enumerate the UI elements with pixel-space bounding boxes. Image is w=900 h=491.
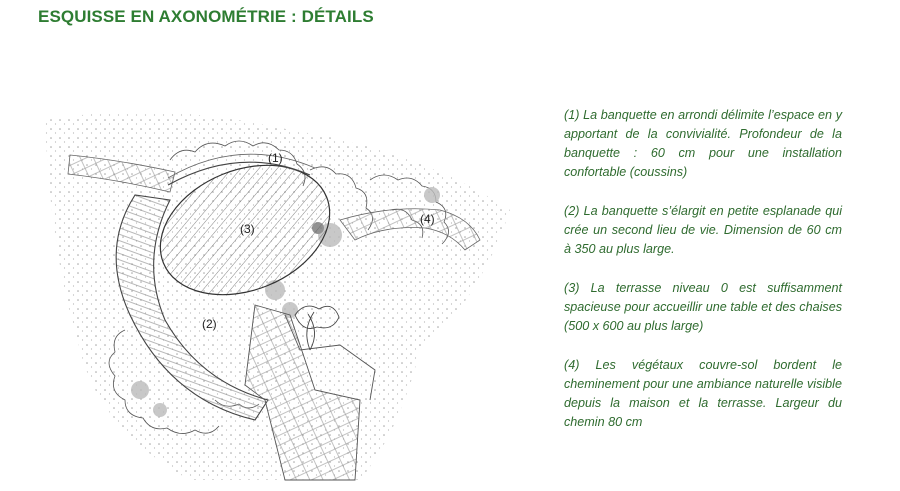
label-1: (1) bbox=[268, 151, 283, 165]
axonometric-sketch bbox=[40, 100, 530, 485]
note-3: (3) La terrasse niveau 0 est suffisamment spacieuse pour accueillir une table et des chaises (500 x 600 au plus large) bbox=[564, 281, 842, 333]
note-4: (4) Les végétaux couvre-sol bordent le cheminement pour une ambiance naturelle visible depuis la maison et la terrasse. Largeur du chemin 80 cm bbox=[564, 358, 842, 429]
page-title: ESQUISSE EN AXONOMÉTRIE : DÉTAILS bbox=[38, 7, 374, 26]
note-2: (2) La banquette s’élargit en petite esplanade qui crée un second lieu de vie. Dimension de 60 cm à 350 au plus large. bbox=[564, 204, 842, 256]
note-1: (1) La banquette en arrondi délimite l’espace en y apportant de la convivialité. Profondeur de la banquette : 60 cm pour une installation confortable (coussins) bbox=[564, 108, 842, 179]
label-2: (2) bbox=[202, 317, 217, 331]
label-3: (3) bbox=[240, 222, 255, 236]
label-4: (4) bbox=[420, 212, 435, 226]
notes-panel bbox=[564, 106, 842, 452]
